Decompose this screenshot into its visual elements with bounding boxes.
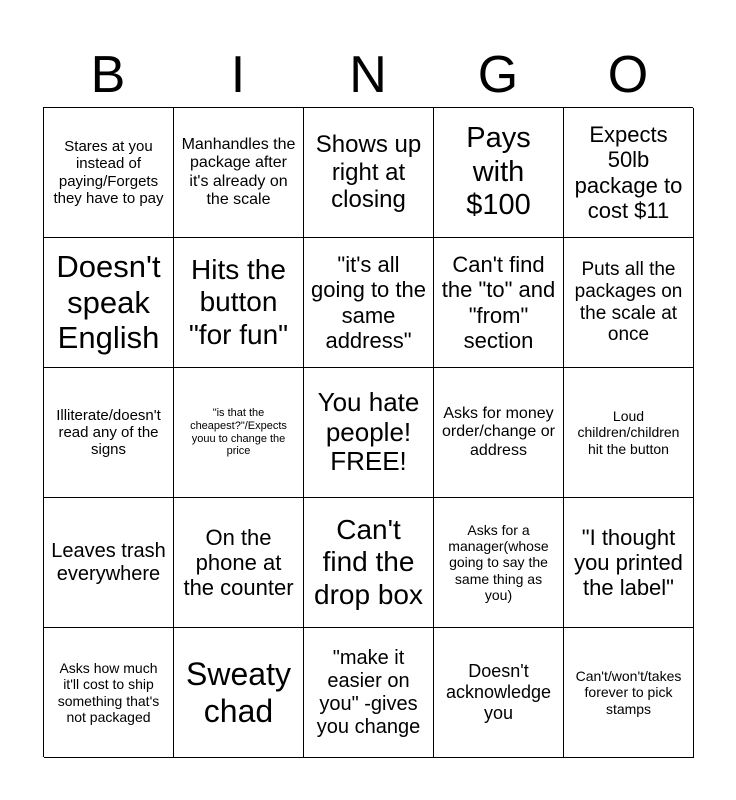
bingo-square[interactable]: Manhandles the package after it's already on the scale [174,108,304,238]
bingo-square[interactable]: Puts all the packages on the scale at once [564,238,694,368]
bingo-square[interactable]: "I thought you printed the label" [564,498,694,628]
bingo-square[interactable]: Shows up right at closing [304,108,434,238]
bingo-square[interactable]: Leaves trash everywhere [44,498,174,628]
bingo-square[interactable]: Doesn't speak English [44,238,174,368]
bingo-square[interactable]: Pays with $100 [434,108,564,238]
bingo-square[interactable]: Hits the button "for fun" [174,238,304,368]
bingo-square[interactable]: Can't find the "to" and "from" section [434,238,564,368]
header-letter-o: O [607,46,649,104]
header-letter-g: G [477,46,519,104]
bingo-square[interactable]: Can't/won't/takes forever to pick stamps [564,628,694,758]
bingo-square-free[interactable]: You hate people! FREE! [304,368,434,498]
bingo-square[interactable]: Loud children/children hit the button [564,368,694,498]
bingo-square[interactable]: "it's all going to the same address" [304,238,434,368]
header-letter-b: B [90,46,126,104]
bingo-square[interactable]: Sweaty chad [174,628,304,758]
bingo-square[interactable]: Asks for money order/change or address [434,368,564,498]
bingo-square[interactable]: Doesn't acknowledge you [434,628,564,758]
bingo-square[interactable]: Asks how much it'll cost to ship something that's not packaged [44,628,174,758]
bingo-card-grid [43,107,693,757]
bingo-square[interactable]: On the phone at the counter [174,498,304,628]
bingo-square[interactable]: Expects 50lb package to cost $11 [564,108,694,238]
bingo-square[interactable]: Can't find the drop box [304,498,434,628]
header-letter-n: N [349,46,387,104]
bingo-square[interactable]: Asks for a manager(whose going to say the same thing as you) [434,498,564,628]
bingo-square[interactable]: "make it easier on you" -gives you change [304,628,434,758]
bingo-square[interactable]: "is that the cheapest?"/Expects youu to change the price [174,368,304,498]
bingo-header [43,44,693,106]
bingo-square[interactable]: Stares at you instead of paying/Forgets they have to pay [44,108,174,238]
bingo-square[interactable]: Illiterate/doesn't read any of the signs [44,368,174,498]
header-letter-i: I [230,46,246,104]
